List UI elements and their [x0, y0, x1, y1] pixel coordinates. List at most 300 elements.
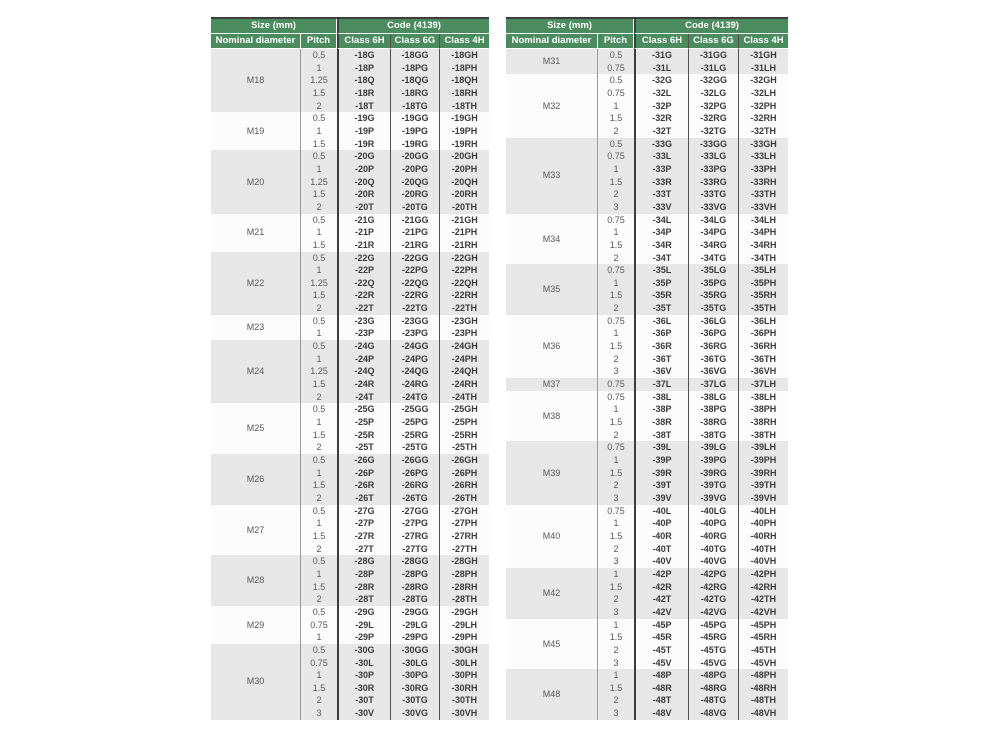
code-6h-cell: -40T [634, 543, 688, 556]
code-4h-cell: -25TH [439, 441, 489, 454]
code-6g-cell: -45RG [688, 631, 738, 644]
code-6g-cell: -27TG [390, 543, 439, 556]
code-6g-cell: -32GG [688, 74, 738, 87]
code-4h-cell: -33GH [738, 138, 788, 151]
code-6g-cell: -19PG [390, 125, 439, 138]
size-code-table-left [211, 17, 489, 720]
pitch-cell: 1.5 [597, 581, 634, 594]
pitch-cell: 1 [597, 403, 634, 416]
table-row [211, 112, 489, 125]
diameter-cell: M24 [211, 340, 300, 403]
pitch-cell: 1.25 [300, 176, 337, 189]
thread-code-table [506, 17, 788, 720]
code-6g-cell: -27PG [390, 517, 439, 530]
code-4h-cell: -36LH [738, 315, 788, 328]
code-4h-cell: -36RH [738, 340, 788, 353]
code-6g-cell: -20TG [390, 201, 439, 214]
pitch-cell: 0.75 [597, 62, 634, 75]
code-6g-cell: -25GG [390, 403, 439, 416]
code-4h-cell: -45TH [738, 644, 788, 657]
code-6h-cell: -33R [634, 176, 688, 189]
code-6g-cell: -21RG [390, 239, 439, 252]
code-6h-cell: -18R [337, 87, 390, 100]
pitch-cell: 1.5 [300, 682, 337, 695]
pitch-cell: 2 [300, 543, 337, 556]
diameter-cell: M29 [211, 606, 300, 644]
code-6h-cell: -25T [337, 441, 390, 454]
code-6g-cell: -38PG [688, 403, 738, 416]
code-6h-cell: -45T [634, 644, 688, 657]
col-header-class-6h: Class 6H [634, 34, 688, 49]
diameter-cell: M31 [506, 49, 597, 74]
pitch-cell: 1.5 [597, 176, 634, 189]
code-4h-cell: -35RH [738, 289, 788, 302]
code-6g-cell: -18TG [390, 100, 439, 113]
code-4h-cell: -18GH [439, 49, 489, 62]
code-6h-cell: -34L [634, 214, 688, 227]
code-6h-cell: -30P [337, 669, 390, 682]
code-4h-cell: -29LH [439, 619, 489, 632]
diameter-cell: M37 [506, 378, 597, 391]
header-size-group: Size (mm) [506, 19, 634, 34]
diameter-cell: M38 [506, 391, 597, 442]
pitch-cell: 0.5 [300, 340, 337, 353]
pitch-cell: 1 [300, 327, 337, 340]
code-4h-cell: -22RH [439, 289, 489, 302]
code-6h-cell: -45V [634, 657, 688, 670]
code-6h-cell: -22Q [337, 277, 390, 290]
pitch-cell: 0.5 [300, 403, 337, 416]
code-6h-cell: -27T [337, 543, 390, 556]
pitch-cell: 0.5 [597, 49, 634, 62]
pitch-cell: 1 [300, 517, 337, 530]
table-row [506, 214, 788, 227]
code-6h-cell: -29P [337, 631, 390, 644]
code-6g-cell: -33VG [688, 201, 738, 214]
pitch-cell: 1.5 [300, 289, 337, 302]
pitch-cell: 2 [597, 694, 634, 707]
code-6g-cell: -26RG [390, 479, 439, 492]
pitch-cell: 0.75 [300, 619, 337, 632]
code-4h-cell: -27RH [439, 530, 489, 543]
code-6g-cell: -45VG [688, 657, 738, 670]
code-4h-cell: -25RH [439, 429, 489, 442]
code-6h-cell: -26T [337, 492, 390, 505]
table-row [506, 669, 788, 682]
diameter-cell: M39 [506, 441, 597, 504]
code-4h-cell: -33LH [738, 150, 788, 163]
pitch-cell: 1.5 [300, 530, 337, 543]
table-row [211, 315, 489, 328]
code-6h-cell: -34P [634, 226, 688, 239]
code-6h-cell: -21P [337, 226, 390, 239]
diameter-cell: M36 [506, 315, 597, 378]
code-6h-cell: -20R [337, 188, 390, 201]
code-4h-cell: -18TH [439, 100, 489, 113]
code-6g-cell: -18RG [390, 87, 439, 100]
code-4h-cell: -36TH [738, 353, 788, 366]
pitch-cell: 3 [597, 555, 634, 568]
pitch-cell: 3 [597, 365, 634, 378]
code-6h-cell: -32L [634, 87, 688, 100]
code-6h-cell: -19G [337, 112, 390, 125]
code-6g-cell: -25PG [390, 416, 439, 429]
code-4h-cell: -33TH [738, 188, 788, 201]
code-4h-cell: -26GH [439, 454, 489, 467]
code-6h-cell: -38L [634, 391, 688, 404]
pitch-cell: 1 [597, 669, 634, 682]
pitch-cell: 2 [300, 441, 337, 454]
code-4h-cell: -32LH [738, 87, 788, 100]
pitch-cell: 1 [597, 619, 634, 632]
code-6g-cell: -42VG [688, 606, 738, 619]
code-6h-cell: -33P [634, 163, 688, 176]
code-6h-cell: -18Q [337, 74, 390, 87]
code-6g-cell: -24PG [390, 353, 439, 366]
code-4h-cell: -30LH [439, 657, 489, 670]
code-6g-cell: -28TG [390, 593, 439, 606]
code-6h-cell: -31G [634, 49, 688, 62]
code-6g-cell: -48TG [688, 694, 738, 707]
code-6g-cell: -22TG [390, 302, 439, 315]
code-6h-cell: -21G [337, 214, 390, 227]
code-6g-cell: -24QG [390, 365, 439, 378]
code-4h-cell: -27GH [439, 505, 489, 518]
code-6g-cell: -29LG [390, 619, 439, 632]
table-row [211, 454, 489, 467]
diameter-cell: M18 [211, 49, 300, 112]
code-6g-cell: -45TG [688, 644, 738, 657]
col-header-nominal-diameter: Nominal diameter [506, 34, 597, 49]
code-6g-cell: -20PG [390, 163, 439, 176]
code-4h-cell: -20PH [439, 163, 489, 176]
code-4h-cell: -24QH [439, 365, 489, 378]
pitch-cell: 0.75 [300, 657, 337, 670]
code-6h-cell: -36V [634, 365, 688, 378]
code-6h-cell: -20Q [337, 176, 390, 189]
code-6g-cell: -30TG [390, 694, 439, 707]
pitch-cell: 2 [300, 201, 337, 214]
col-header-class-6g: Class 6G [390, 34, 439, 49]
pitch-cell: 2 [597, 188, 634, 201]
code-4h-cell: -32GH [738, 74, 788, 87]
code-4h-cell: -33RH [738, 176, 788, 189]
code-6h-cell: -32T [634, 125, 688, 138]
table-row [506, 264, 788, 277]
code-4h-cell: -39LH [738, 441, 788, 454]
table-body [211, 49, 489, 720]
code-4h-cell: -18PH [439, 62, 489, 75]
code-6h-cell: -42R [634, 581, 688, 594]
code-4h-cell: -35TH [738, 302, 788, 315]
code-6h-cell: -32R [634, 112, 688, 125]
code-4h-cell: -48VH [738, 707, 788, 720]
code-6g-cell: -32LG [688, 87, 738, 100]
code-4h-cell: -39TH [738, 479, 788, 492]
code-6h-cell: -18T [337, 100, 390, 113]
code-6g-cell: -48VG [688, 707, 738, 720]
pitch-cell: 1.5 [597, 682, 634, 695]
header-columns-row [506, 34, 788, 49]
pitch-cell: 1 [300, 163, 337, 176]
code-6g-cell: -36LG [688, 315, 738, 328]
pitch-cell: 2 [597, 644, 634, 657]
code-6h-cell: -35R [634, 289, 688, 302]
diameter-cell: M27 [211, 505, 300, 556]
pitch-cell: 3 [597, 707, 634, 720]
code-6g-cell: -35LG [688, 264, 738, 277]
code-4h-cell: -34LH [738, 214, 788, 227]
code-6h-cell: -27G [337, 505, 390, 518]
code-6g-cell: -23PG [390, 327, 439, 340]
diameter-cell: M26 [211, 454, 300, 505]
code-6h-cell: -39V [634, 492, 688, 505]
code-6g-cell: -27RG [390, 530, 439, 543]
code-6h-cell: -22T [337, 302, 390, 315]
code-4h-cell: -32RH [738, 112, 788, 125]
code-4h-cell: -21RH [439, 239, 489, 252]
pitch-cell: 1.25 [300, 277, 337, 290]
code-6h-cell: -48R [634, 682, 688, 695]
code-6g-cell: -19GG [390, 112, 439, 125]
code-4h-cell: -42VH [738, 606, 788, 619]
code-4h-cell: -25GH [439, 403, 489, 416]
table-row [506, 315, 788, 328]
code-4h-cell: -39PH [738, 454, 788, 467]
pitch-cell: 1 [597, 454, 634, 467]
code-4h-cell: -36PH [738, 327, 788, 340]
code-4h-cell: -20TH [439, 201, 489, 214]
code-4h-cell: -22PH [439, 264, 489, 277]
code-6h-cell: -30L [337, 657, 390, 670]
code-4h-cell: -22TH [439, 302, 489, 315]
table-body [506, 49, 788, 720]
code-4h-cell: -45PH [738, 619, 788, 632]
pitch-cell: 1 [300, 226, 337, 239]
code-6h-cell: -29L [337, 619, 390, 632]
pitch-cell: 0.5 [300, 454, 337, 467]
code-6g-cell: -42RG [688, 581, 738, 594]
code-6h-cell: -24T [337, 391, 390, 404]
code-6g-cell: -39PG [688, 454, 738, 467]
code-6g-cell: -28RG [390, 581, 439, 594]
code-6g-cell: -24RG [390, 378, 439, 391]
code-4h-cell: -48TH [738, 694, 788, 707]
pitch-cell: 0.5 [300, 606, 337, 619]
code-4h-cell: -40LH [738, 505, 788, 518]
pitch-cell: 0.75 [597, 441, 634, 454]
code-6g-cell: -28PG [390, 568, 439, 581]
code-6g-cell: -31GG [688, 49, 738, 62]
diameter-cell: M42 [506, 568, 597, 619]
code-6g-cell: -34RG [688, 239, 738, 252]
code-6h-cell: -28G [337, 555, 390, 568]
code-6h-cell: -24P [337, 353, 390, 366]
code-6g-cell: -26GG [390, 454, 439, 467]
code-4h-cell: -40RH [738, 530, 788, 543]
code-6h-cell: -36P [634, 327, 688, 340]
pitch-cell: 1 [597, 100, 634, 113]
code-6g-cell: -35PG [688, 277, 738, 290]
code-6g-cell: -20QG [390, 176, 439, 189]
pitch-cell: 2 [300, 100, 337, 113]
code-6g-cell: -23GG [390, 315, 439, 328]
code-6g-cell: -32PG [688, 100, 738, 113]
diameter-cell: M19 [211, 112, 300, 150]
pitch-cell: 0.5 [300, 49, 337, 62]
code-6h-cell: -36L [634, 315, 688, 328]
code-6g-cell: -32RG [688, 112, 738, 125]
header-group-row [506, 19, 788, 34]
code-4h-cell: -48PH [738, 669, 788, 682]
pitch-cell: 2 [300, 694, 337, 707]
code-4h-cell: -18QH [439, 74, 489, 87]
code-6h-cell: -28P [337, 568, 390, 581]
header-columns-row [211, 34, 489, 49]
code-4h-cell: -34TH [738, 252, 788, 265]
table-header [506, 19, 788, 49]
diameter-cell: M33 [506, 138, 597, 214]
code-6g-cell: -48PG [688, 669, 738, 682]
pitch-cell: 0.5 [597, 138, 634, 151]
code-4h-cell: -40TH [738, 543, 788, 556]
code-6h-cell: -23P [337, 327, 390, 340]
code-4h-cell: -29GH [439, 606, 489, 619]
code-6g-cell: -24GG [390, 340, 439, 353]
pitch-cell: 0.75 [597, 378, 634, 391]
code-4h-cell: -28TH [439, 593, 489, 606]
code-6h-cell: -35L [634, 264, 688, 277]
code-6h-cell: -27P [337, 517, 390, 530]
code-6g-cell: -18GG [390, 49, 439, 62]
code-6g-cell: -38RG [688, 416, 738, 429]
code-6g-cell: -32TG [688, 125, 738, 138]
code-6h-cell: -26R [337, 479, 390, 492]
code-4h-cell: -28RH [439, 581, 489, 594]
pitch-cell: 0.5 [300, 150, 337, 163]
pitch-cell: 2 [597, 353, 634, 366]
code-6g-cell: -34LG [688, 214, 738, 227]
pitch-cell: 1 [300, 631, 337, 644]
diameter-cell: M20 [211, 150, 300, 213]
code-6g-cell: -40LG [688, 505, 738, 518]
code-6g-cell: -30RG [390, 682, 439, 695]
code-6g-cell: -37LG [688, 378, 738, 391]
code-6g-cell: -42PG [688, 568, 738, 581]
diameter-cell: M21 [211, 214, 300, 252]
code-6g-cell: -29PG [390, 631, 439, 644]
code-6h-cell: -36T [634, 353, 688, 366]
code-4h-cell: -21PH [439, 226, 489, 239]
code-6h-cell: -20T [337, 201, 390, 214]
code-6h-cell: -19R [337, 138, 390, 151]
code-4h-cell: -22QH [439, 277, 489, 290]
pitch-cell: 1.5 [300, 581, 337, 594]
table-row [211, 403, 489, 416]
code-6g-cell: -22QG [390, 277, 439, 290]
code-4h-cell: -42TH [738, 593, 788, 606]
pitch-cell: 1 [597, 568, 634, 581]
code-6g-cell: -20RG [390, 188, 439, 201]
code-6h-cell: -28R [337, 581, 390, 594]
code-4h-cell: -24PH [439, 353, 489, 366]
pitch-cell: 1.25 [300, 74, 337, 87]
code-6g-cell: -34PG [688, 226, 738, 239]
code-6h-cell: -31L [634, 62, 688, 75]
pitch-cell: 1 [300, 467, 337, 480]
pitch-cell: 3 [597, 201, 634, 214]
code-6h-cell: -22P [337, 264, 390, 277]
code-6h-cell: -20G [337, 150, 390, 163]
table-row [506, 378, 788, 391]
code-6h-cell: -21R [337, 239, 390, 252]
code-4h-cell: -35LH [738, 264, 788, 277]
col-header-nominal-diameter: Nominal diameter [211, 34, 300, 49]
code-4h-cell: -28GH [439, 555, 489, 568]
pitch-cell: 0.5 [300, 505, 337, 518]
code-6g-cell: -26PG [390, 467, 439, 480]
code-6h-cell: -40V [634, 555, 688, 568]
pitch-cell: 0.75 [597, 505, 634, 518]
code-6g-cell: -26TG [390, 492, 439, 505]
code-4h-cell: -18RH [439, 87, 489, 100]
code-6g-cell: -36VG [688, 365, 738, 378]
pitch-cell: 1.5 [300, 188, 337, 201]
code-4h-cell: -30PH [439, 669, 489, 682]
table-row [211, 214, 489, 227]
col-header-class-6h: Class 6H [337, 34, 390, 49]
code-6h-cell: -28T [337, 593, 390, 606]
code-4h-cell: -25PH [439, 416, 489, 429]
diameter-cell: M25 [211, 403, 300, 454]
code-4h-cell: -23PH [439, 327, 489, 340]
code-6g-cell: -33PG [688, 163, 738, 176]
diameter-cell: M48 [506, 669, 597, 720]
code-4h-cell: -28PH [439, 568, 489, 581]
col-header-class-4h: Class 4H [738, 34, 788, 49]
code-6h-cell: -25R [337, 429, 390, 442]
pitch-cell: 2 [597, 429, 634, 442]
code-6g-cell: -22GG [390, 252, 439, 265]
code-6g-cell: -39RG [688, 467, 738, 480]
code-6g-cell: -39TG [688, 479, 738, 492]
code-6h-cell: -20P [337, 163, 390, 176]
code-4h-cell: -38PH [738, 403, 788, 416]
pitch-cell: 3 [597, 606, 634, 619]
code-4h-cell: -40VH [738, 555, 788, 568]
code-6h-cell: -36R [634, 340, 688, 353]
code-4h-cell: -31GH [738, 49, 788, 62]
code-6h-cell: -24G [337, 340, 390, 353]
code-6g-cell: -38LG [688, 391, 738, 404]
code-4h-cell: -35PH [738, 277, 788, 290]
code-4h-cell: -26PH [439, 467, 489, 480]
code-6h-cell: -18G [337, 49, 390, 62]
code-4h-cell: -30RH [439, 682, 489, 695]
code-6h-cell: -45R [634, 631, 688, 644]
code-4h-cell: -31LH [738, 62, 788, 75]
pitch-cell: 1.5 [597, 289, 634, 302]
code-4h-cell: -27PH [439, 517, 489, 530]
code-6g-cell: -40TG [688, 543, 738, 556]
code-6h-cell: -38P [634, 403, 688, 416]
pitch-cell: 0.5 [300, 315, 337, 328]
diameter-cell: M34 [506, 214, 597, 265]
code-6g-cell: -33LG [688, 150, 738, 163]
pitch-cell: 0.75 [597, 315, 634, 328]
code-4h-cell: -30TH [439, 694, 489, 707]
header-code-group: Code (4139) [337, 19, 489, 34]
